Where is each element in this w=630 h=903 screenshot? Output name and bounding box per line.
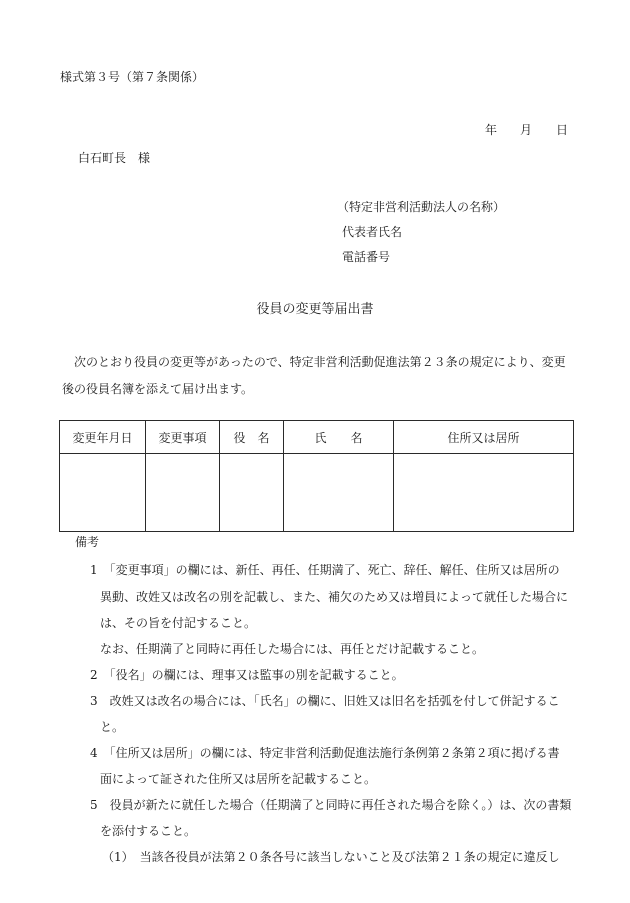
table-row (60, 454, 574, 532)
form-number: 様式第３号（第７条関係） (60, 70, 205, 84)
year-label: 年 (485, 123, 498, 137)
note-line: と。 (100, 720, 125, 734)
note-line: 4 「住所又は居所」の欄には、特定非営利活動促進法施行条例第２条第２項に掲げる書 (90, 746, 560, 760)
header-change-item: 変更事項 (146, 421, 220, 454)
table-header-row (60, 421, 574, 454)
header-name: 氏 名 (284, 421, 394, 454)
note-line: を添付すること。 (100, 824, 197, 838)
addressee: 白石町長 様 (78, 151, 151, 165)
officer-change-table (59, 420, 574, 532)
note-line: 3 改姓又は改名の場合には、「氏名」の欄に、旧姓又は旧名を括弧を付して併記するこ (90, 694, 560, 708)
representative-label: 代表者氏名 (342, 225, 403, 239)
cell-change-item (146, 454, 220, 532)
header-position: 役 名 (220, 421, 284, 454)
org-name-label: （特定非営利活動法人の名称） (337, 200, 506, 214)
phone-label: 電話番号 (342, 250, 391, 264)
header-address: 住所又は居所 (394, 421, 574, 454)
document-title: 役員の変更等届出書 (256, 302, 374, 317)
remarks-heading: 備考 (75, 535, 100, 549)
cell-name (284, 454, 394, 532)
body-line-1: 次のとおり役員の変更等があったので、特定非営利活動促進法第２３条の規定により、変更 (74, 355, 566, 369)
cell-address (394, 454, 574, 532)
body-text (62, 349, 582, 403)
cell-change-date (60, 454, 146, 532)
note-line: は、その旨を付記すること。 (100, 616, 257, 630)
body-line-2: 後の役員名簿を添えて届け出ます。 (62, 382, 254, 396)
note-line: 異動、改姓又は改名の別を記載し、また、補欠のため又は増員によって就任した場合に (100, 590, 569, 604)
header-change-date: 変更年月日 (60, 421, 146, 454)
note-line: 1 「変更事項」の欄には、新任、再任、任期満了、死亡、辞任、解任、住所又は居所の (90, 563, 560, 577)
note-line: （1） 当該各役員が法第２０条各号に該当しないこと及び法第２１条の規定に違反し (102, 850, 560, 864)
note-line: 5 役員が新たに就任した場合（任期満了と同時に再任された場合を除く。）は、次の書類 (90, 798, 572, 812)
cell-position (220, 454, 284, 532)
day-label: 日 (556, 123, 569, 137)
note-line: 2 「役名」の欄には、理事又は監事の別を記載すること。 (90, 668, 404, 682)
month-label: 月 (520, 123, 533, 137)
note-line: なお、任期満了と同時に再任した場合には、再任とだけ記載すること。 (100, 642, 485, 656)
note-line: 面によって証された住所又は居所を記載すること。 (100, 772, 377, 786)
